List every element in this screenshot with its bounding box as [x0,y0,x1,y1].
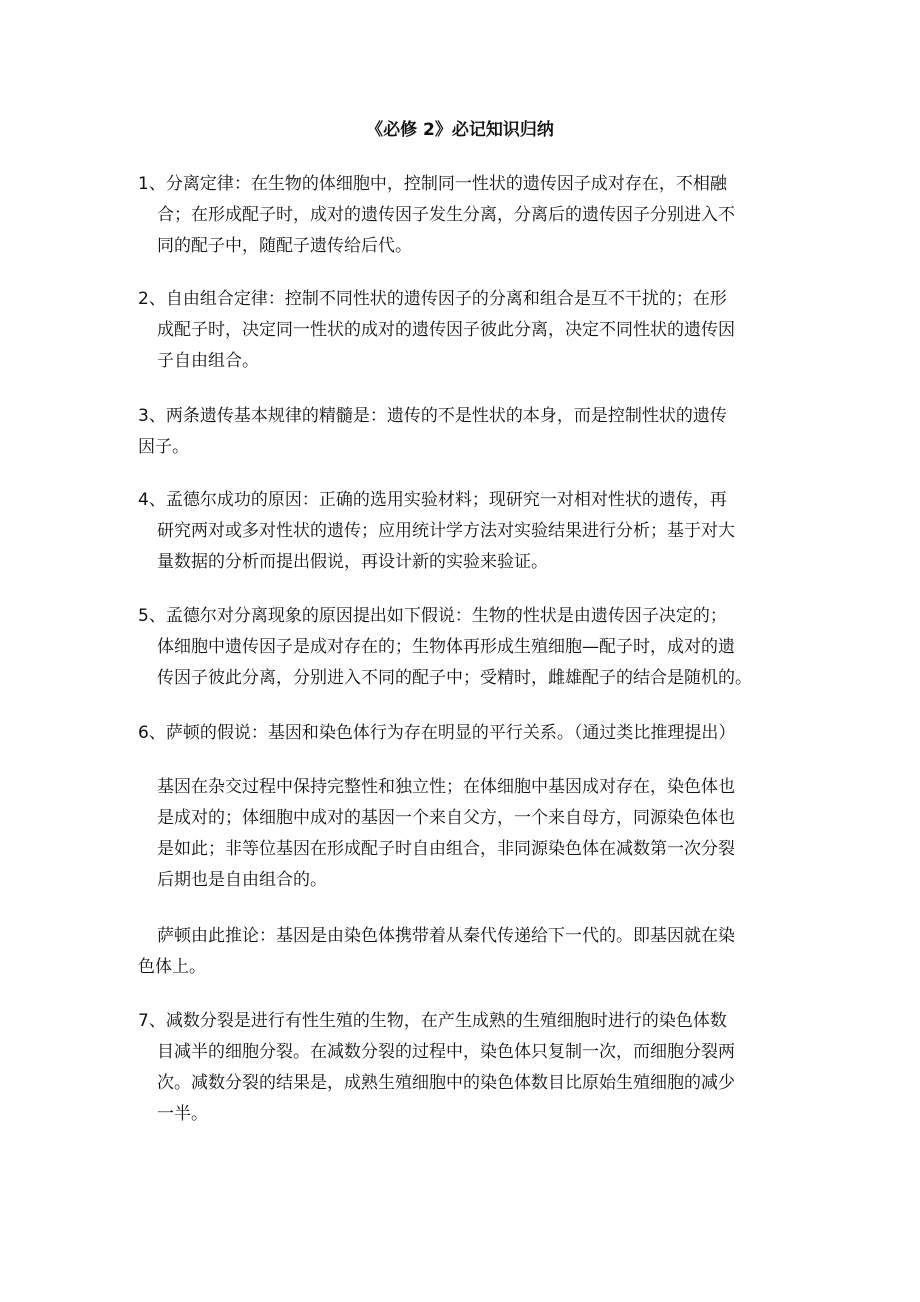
paragraph-line: 目减半的细胞分裂。在减数分裂的过程中，染色体只复制一次，而细胞分裂两 [157,1042,735,1062]
paragraph-line: 7、减数分裂是进行有性生殖的生物，在产生成熟的生殖细胞时进行的染色体数 [138,1011,727,1031]
paragraph-2 [138,284,798,377]
paragraph-line: 一半。 [157,1104,208,1124]
paragraph-line: 同的配子中，随配子遗传给后代。 [157,236,412,256]
paragraph-line: 基因在杂交过程中保持完整性和独立性；在体细胞中基因成对存在，染色体也 [157,777,735,797]
paragraph-line: 体细胞中遗传因子是成对存在的；生物体再形成生殖细胞—配子时，成对的遗 [157,637,735,657]
paragraph-line: 是成对的；体细胞中成对的基因一个来自父方，一个来自母方，同源染色体也 [157,808,735,828]
paragraph-line: 5、孟德尔对分离现象的原因提出如下假说：生物的性状是由遗传因子决定的； [138,606,727,626]
paragraph-line: 传因子彼此分离，分别进入不同的配子中；受精时，雌雄配子的结合是随机的。 [157,668,752,688]
paragraph-6-inference [138,921,798,983]
paragraph-line: 后期也是自由组合的。 [157,870,327,890]
paragraph-line: 子自由组合。 [157,351,259,371]
paragraph-line: 6、萨顿的假说：基因和染色体行为存在明显的平行关系。（通过类比推理提出） [138,723,736,743]
page-title: 《必修 2》必记知识归纳 [366,120,554,140]
paragraph-line: 次。减数分裂的结果是，成熟生殖细胞中的染色体数目比原始生殖细胞的减少 [157,1073,735,1093]
paragraph-line: 1、分离定律：在生物的体细胞中，控制同一性状的遗传因子成对存在，不相融 [138,174,727,194]
paragraph-line: 成配子时，决定同一性状的成对的遗传因子彼此分离，决定不同性状的遗传因 [157,320,735,340]
paragraph-line: 是如此；非等位基因在形成配子时自由组合，非同源染色体在减数第一次分裂 [157,839,735,859]
paragraph-6-detail [157,772,797,896]
paragraph-line: 因子。 [138,437,189,457]
paragraph-line: 色体上。 [138,957,206,977]
paragraph-line: 3、两条遗传基本规律的精髓是：遗传的不是性状的本身，而是控制性状的遗传 [138,406,727,426]
paragraph-line: 4、孟德尔成功的原因：正确的选用实验材料；现研究一对相对性状的遗传，再 [138,490,727,510]
paragraph-line: 合；在形成配子时，成对的遗传因子发生分离，分离后的遗传因子分别进入不 [157,205,735,225]
paragraph-6 [138,718,798,749]
paragraph-4 [138,485,798,578]
paragraph-line: 量数据的分析而提出假说，再设计新的实验来验证。 [157,552,548,572]
paragraph-3 [138,401,798,463]
paragraph-7 [138,1006,798,1130]
paragraph-line: 2、自由组合定律：控制不同性状的遗传因子的分离和组合是互不干扰的；在形 [138,289,727,309]
paragraph-1 [138,169,798,262]
paragraph-line: 萨顿由此推论：基因是由染色体携带着从秦代传递给下一代的。即基因就在染 [157,926,735,946]
paragraph-line: 研究两对或多对性状的遗传；应用统计学方法对实验结果进行分析；基于对大 [157,521,735,541]
paragraph-5 [138,601,798,694]
